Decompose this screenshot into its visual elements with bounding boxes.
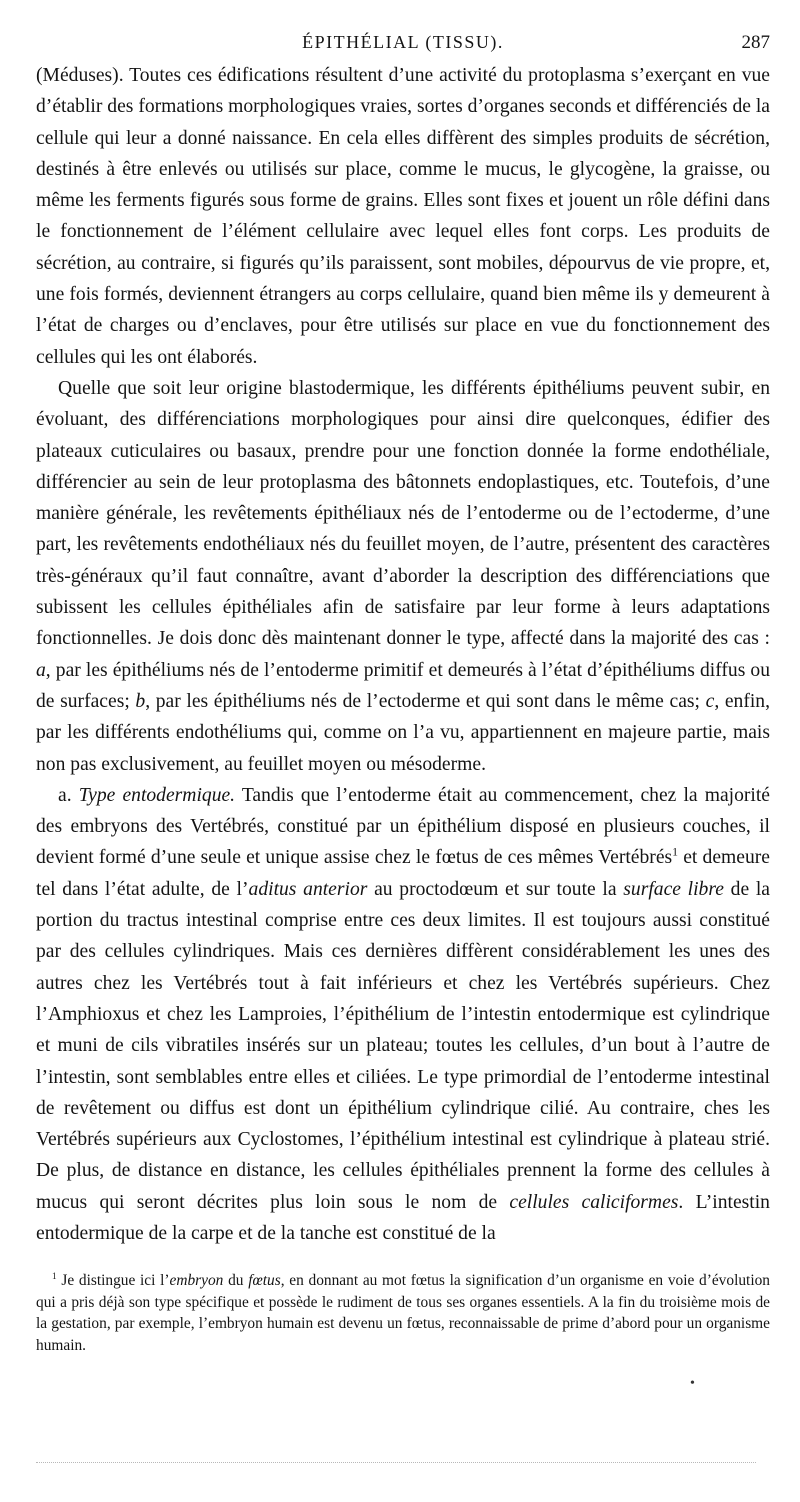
paragraph-2-mid1: , par les épithéliums nés de l’entoderme primitif et demeurés à l’état d’épithéliums diffus ou de surfaces;: [36, 659, 770, 712]
enum-b: b: [135, 690, 146, 712]
enum-a: a: [36, 659, 46, 681]
paragraph-3-part1: Tandis que l’entoderme était au commencement, chez la majorité des embryons des Vertébrés, constitué par un épithélium disposé en plusieurs couches, il devient formé d’une seule et unique assise chez le fœtus de ces mêmes Vertébrés: [36, 784, 770, 869]
section-label: a.: [58, 784, 72, 806]
enum-c: c: [705, 690, 715, 712]
running-title: ÉPITHÉLIAL (TISSU).: [302, 32, 504, 52]
print-speck: •: [690, 1376, 695, 1391]
term-foetus: fœtus: [248, 1272, 281, 1289]
footnote-part1: Je distingue ici l’: [56, 1272, 170, 1289]
page-number: 287: [741, 32, 770, 53]
term-surface-libre: surface libre: [623, 878, 724, 900]
term-embryon: embryon: [169, 1272, 224, 1289]
running-header: [36, 32, 770, 58]
paragraph-3-part3: au proctodœum et sur toute la: [367, 878, 624, 900]
paragraph-2: [36, 373, 770, 780]
term-aditus-anterior: aditus anterior: [248, 878, 368, 900]
paragraph-2-end: , enfin, par les différents endothéliums qui, comme on l’a vu, appartiennent en majeure partie, mais non pas exclusivement, au feuillet moyen ou mésoderme.: [36, 690, 771, 775]
footnote-part2: du: [223, 1272, 249, 1289]
paragraph-3-part4: de la portion du tractus intestinal comprise entre ces deux limites. Il est toujours aussi constitué par des cellules cylindriques. Mais ces dernières diffèrent considérablement les unes des autres chez les Vertébrés tout à fait inférieurs et chez les Vertébrés supérieurs. Chez l’Amphioxus et chez les Lamproies, l’épithélium de l’intestin entodermique est cylindrique et muni de cils vibratiles insérés sur un plateau; toutes les cellules, d’un bout à l’autre de l’intestin, sont semblables entre elles et ciliées. Le type primordial de l’entoderme intestinal de revêtement ou diffus est dont un épithélium cylindrique cilié. Au contraire, ches les Vertébrés supérieurs aux Cyclostomes, l’épithélium intestinal est cylindrique à plateau strié. De plus, de distance en distance, les cellules épithéliales prennent la forme des cellules à mucus qui seront décrites plus loin sous le nom de: [36, 878, 771, 1213]
bottom-rule: [36, 1462, 756, 1467]
footnote-marker: 1: [52, 1270, 57, 1281]
term-cellules-caliciformes: cellules caliciformes: [509, 1191, 679, 1213]
footnote-part3: , en donnant au mot fœtus la signification d’un organisme en voie d’évolution qui a pris déjà son type spécifique et possède le rudiment de tous ses organes essentiels. A la fin du troisième mois de la gestation, par exemple, l’embryon humain est devenu un fœtus, reconnaissable de prime d’abord pour un organisme humain.: [36, 1272, 770, 1354]
paragraph-2-mid2: , par les épithéliums nés de l’ectoderme et qui sont dans le même cas;: [145, 690, 706, 712]
section-heading: Type entodermique.: [78, 784, 236, 806]
paragraph-1: (Méduses). Toutes ces édifications résultent d’une activité du protoplasma s’exerçant en vue d’établir des formations morphologiques vraies, sortes d’organes seconds et différenciés de la cellule qui leur a donné naissance. En cela elles diffèrent des simples produits de sécrétion, destinés à être enlevés ou utilisés sur place, comme le mucus, le glycogène, la graisse, ou même les ferments figurés sous forme de grains. Elles sont fixes et jouent un rôle défini dans le fonctionnement de l’élément cellulaire avec lequel elles font corps. Les produits de sécrétion, au contraire, si figurés qu’ils paraissent, sont mobiles, dépourvus de vie propre, et, une fois formés, deviennent étrangers au corps cellulaire, quand bien même ils y demeurent à l’état de charges ou d’enclaves, pour être utilisés sur place en vue du fonctionnement des cellules qui les ont élaborés.: [36, 65, 770, 368]
paragraph-3-part2: et demeure tel dans l’état adulte, de l’: [36, 847, 770, 900]
paragraph-3-part5: . L’intestin entodermique de la carpe et de la tanche est constitué de la: [36, 1191, 770, 1244]
paragraph-2-text: Quelle que soit leur origine blastodermique, les différents épithéliums peuvent subir, en évoluant, des différenciations morphologiques pour ainsi dire quelconques, édifier des plateaux cuticulaires ou basaux, prendre pour une fonction donnée la forme endothéliale, différencier au sein de leur protoplasma des bâtonnets endoplastiques, etc. Toutefois, d’une manière générale, les revêtements épithéliaux nés de l’entoderme ou de l’ectoderme, d’une part, les revêtements endothéliaux nés du feuillet moyen, de l’autre, présentent des caractères très-généraux qu’il faut connaître, avant d’aborder la description des différenciations que subissent les cellules épithéliales afin de satisfaire par leur forme à leurs adaptations fonctionnelles. Je dois donc dès maintenant donner le type, affecté dans la majorité des cas :: [36, 377, 770, 650]
footnote-ref: 1: [672, 845, 679, 859]
footnotes: [36, 1270, 770, 1356]
main-text: [36, 60, 770, 1249]
footnote-1: [36, 1270, 770, 1356]
paragraph-3: [36, 780, 770, 1249]
